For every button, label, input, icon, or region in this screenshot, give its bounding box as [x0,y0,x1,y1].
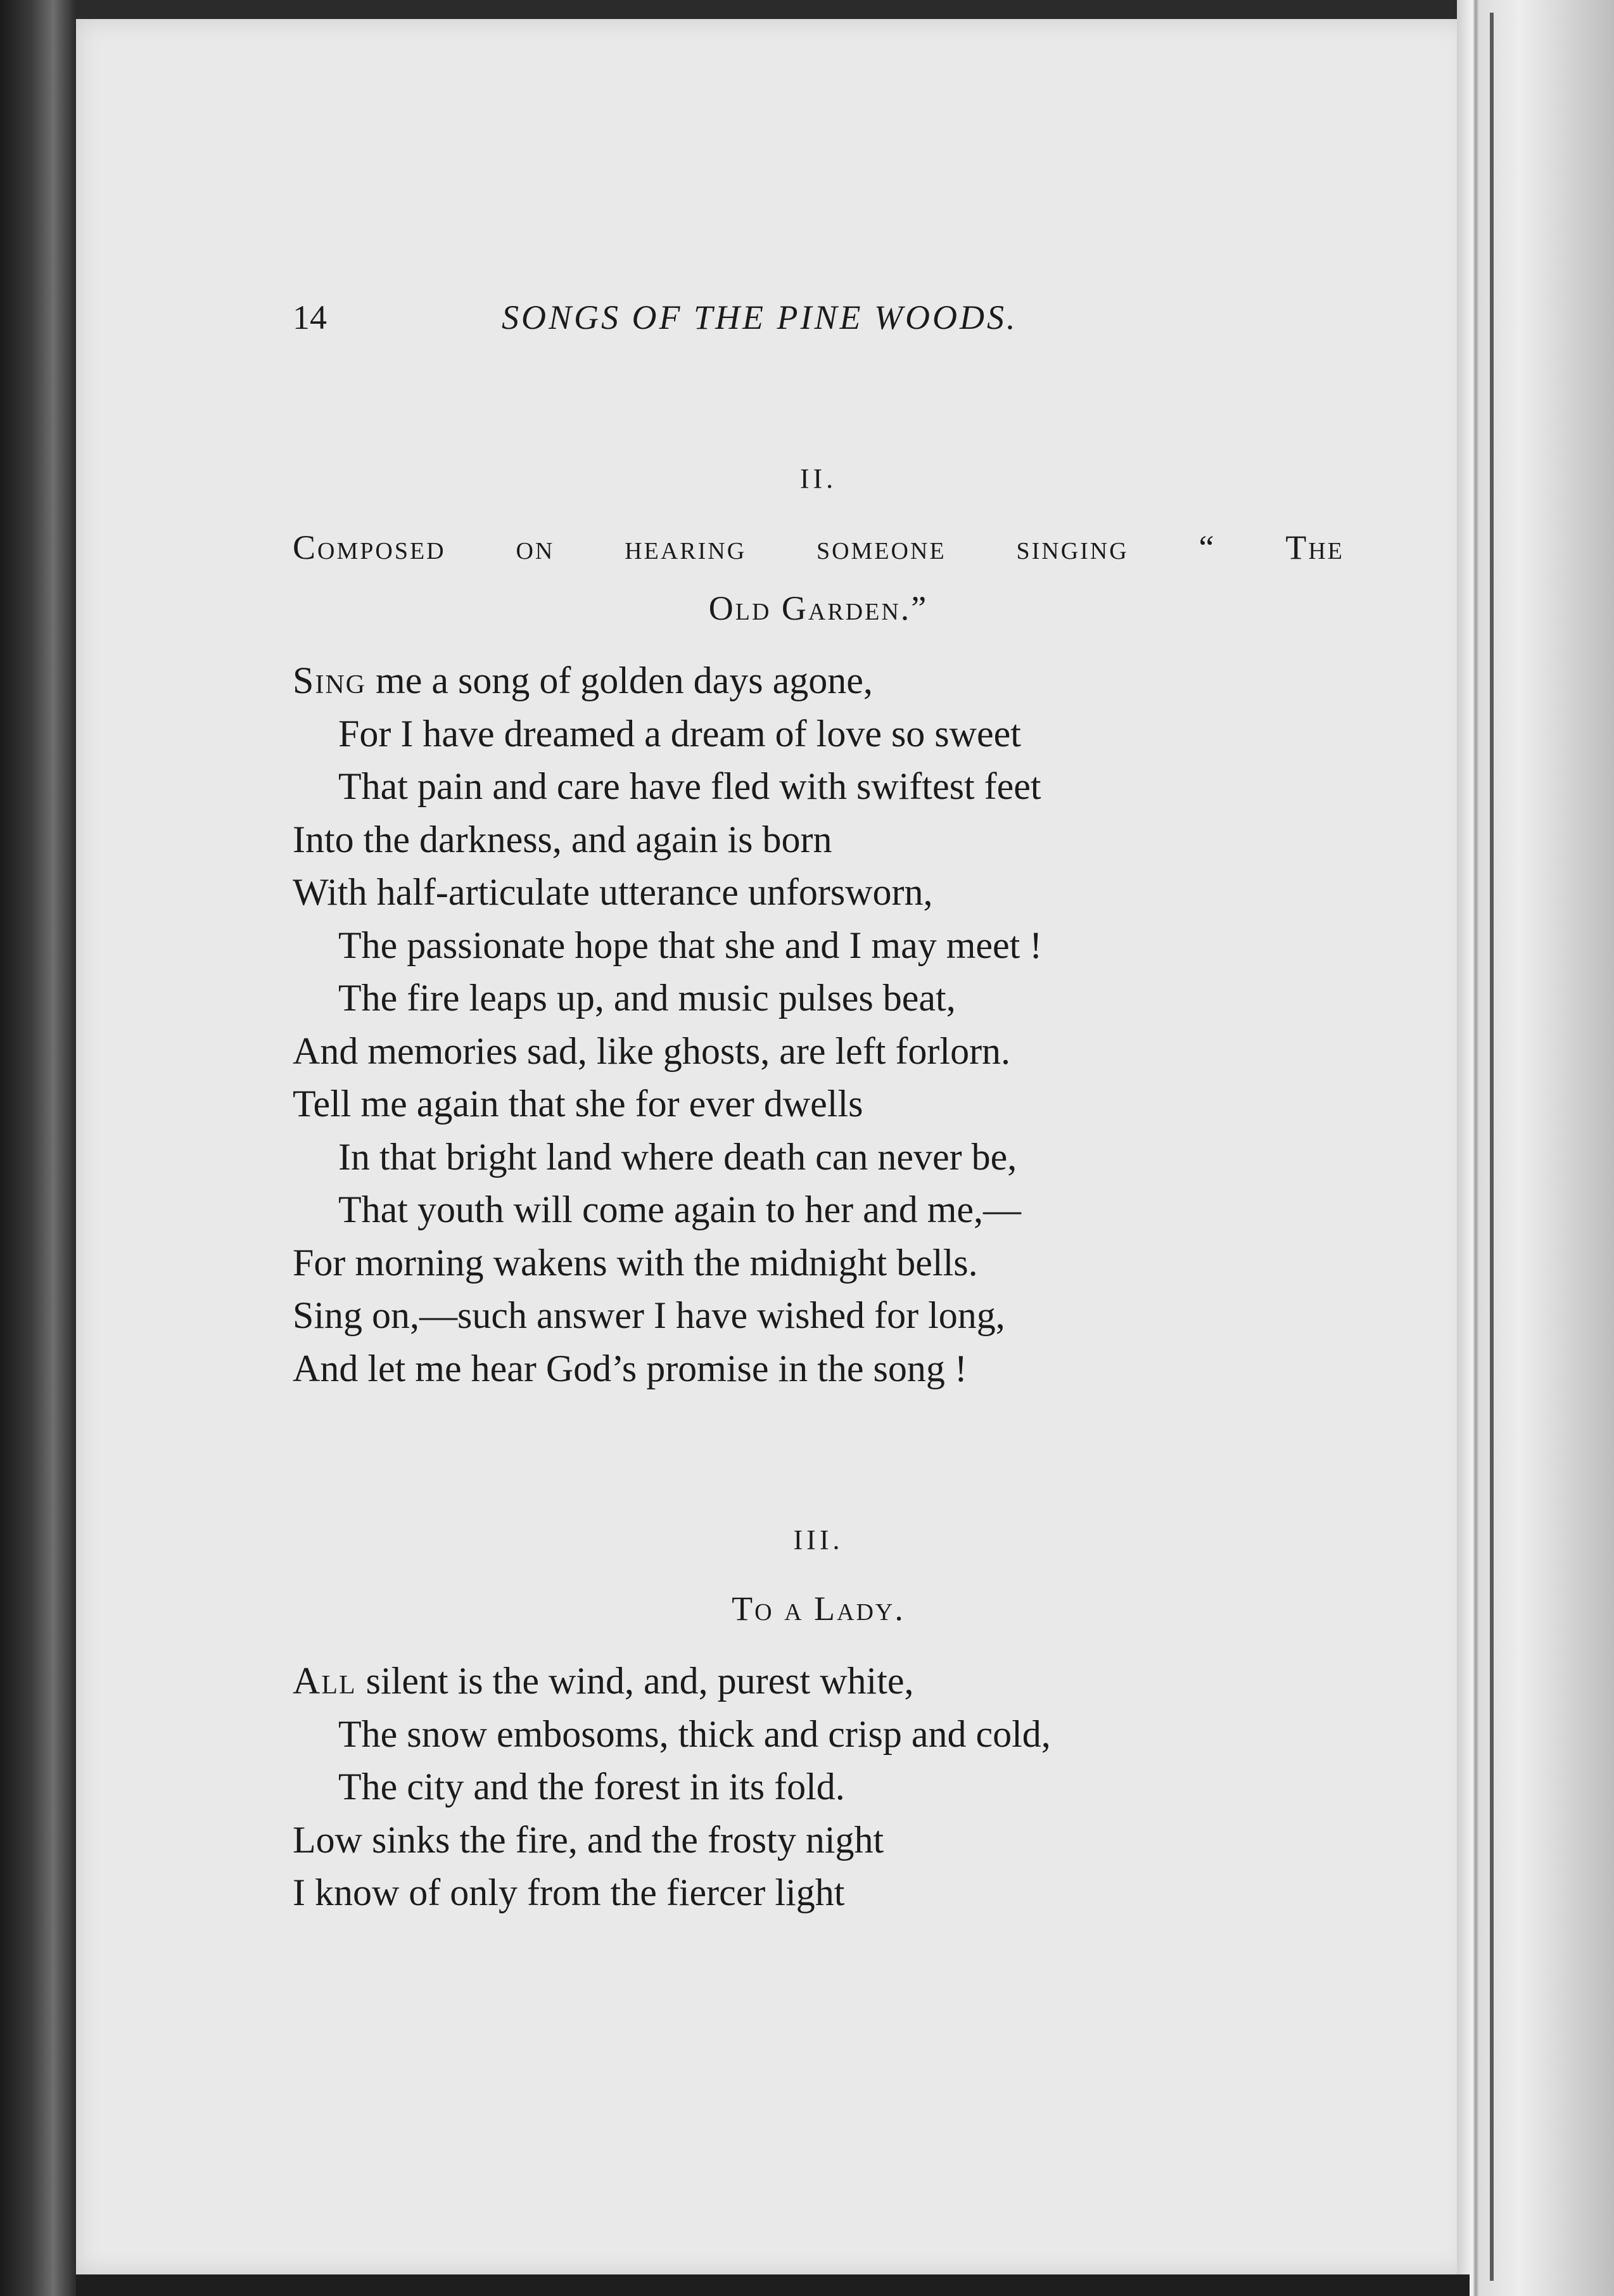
book-gutter [1457,0,1614,2296]
verse-line: Low sinks the fire, and the frosty night [293,1818,884,1861]
poem-numeral: II. [799,463,837,494]
initial-word: Sing [293,660,367,701]
gutter-shadow [1490,13,1494,2281]
scan-left-edge [0,0,76,2296]
verse-line: With half-articulate utterance unforsworn, [293,871,933,913]
poem-verse [293,1655,1344,1920]
poem-title-line-2: Old Garden.” [708,589,929,627]
verse-line: I know of only from the fiercer light [293,1872,845,1913]
poem-title-line-1: Composed on hearing someone singing “ The [293,528,1344,566]
verse-line: And let me hear God’s promise in the song ! [293,1347,967,1389]
poem-ii [293,462,1344,1395]
poem-verse [293,654,1344,1395]
verse-line-text: silent is the wind, and, purest white, [356,1660,914,1702]
verse-line: Sing on,—such answer I have wished for long, [293,1294,1005,1336]
poem-title: To a Lady. [732,1590,905,1628]
poem-iii [293,1524,1344,1920]
verse-line: Tell me again that she for ever dwells [293,1083,863,1125]
verse-line: For morning wakens with the midnight bells. [293,1241,978,1284]
verse-line: The city and the forest in its fold. [338,1766,845,1808]
verse-line: The fire leaps up, and music pulses beat, [338,977,956,1019]
verse-line: The snow embosoms, thick and crisp and cold, [338,1712,1051,1755]
verse-line: In that bright land where death can never be, [338,1135,1017,1178]
verse-line [293,654,1344,708]
initial-word: All [293,1660,357,1702]
scan-bottom-edge [76,2274,1470,2296]
verse-line: And memories sad, like ghosts, are left forlorn. [293,1030,1011,1072]
verse-line [293,1655,1344,1708]
verse-line: That youth will come again to her and me,— [338,1189,1022,1230]
verse-line: For I have dreamed a dream of love so sweet [338,712,1021,755]
running-title: SONGS OF THE PINE WOODS. [502,298,1018,336]
verse-line-text: me a song of golden days agone, [366,660,873,701]
poem-numeral: III. [793,1524,844,1555]
verse-line: That pain and care have fled with swiftest feet [338,765,1041,807]
verse-line: Into the darkness, and again is born [293,818,832,860]
page-header [293,298,1129,348]
verse-line: The passionate hope that she and I may meet ! [338,924,1043,966]
page-number: 14 [293,298,327,336]
